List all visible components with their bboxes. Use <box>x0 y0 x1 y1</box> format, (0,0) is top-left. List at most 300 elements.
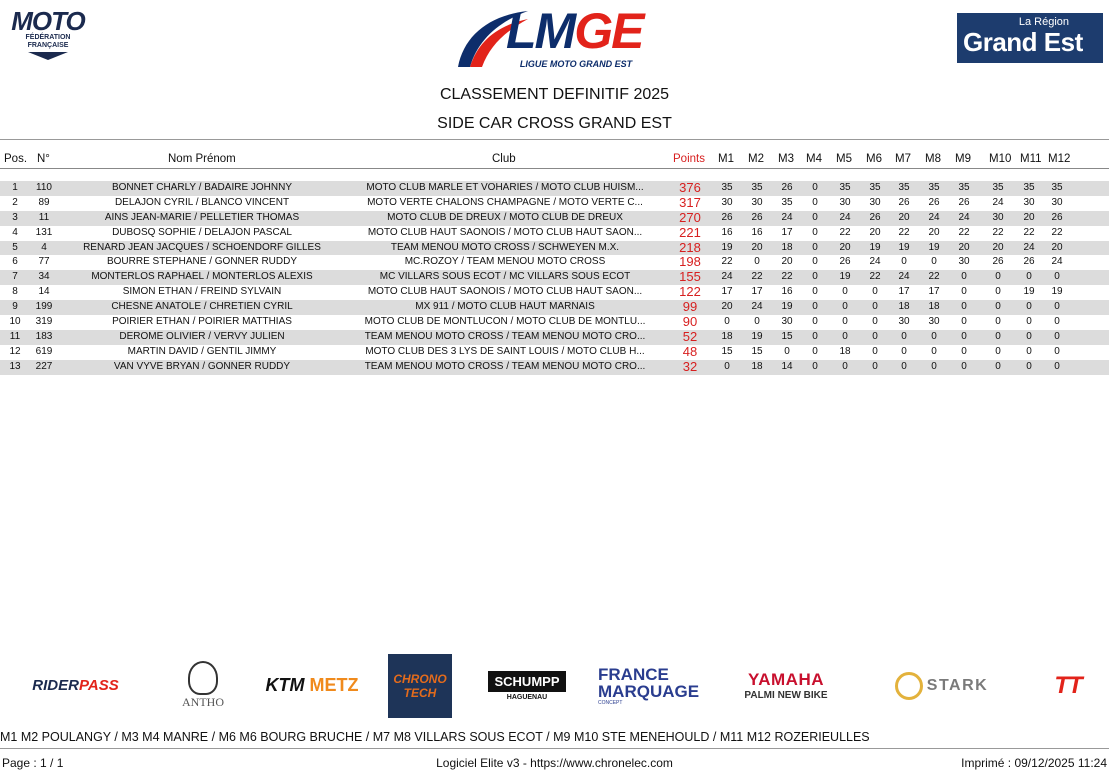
cell-round: 30 <box>1023 196 1035 208</box>
cell-round: 19 <box>839 271 851 283</box>
table-row <box>0 241 1109 256</box>
cell-round: 24 <box>958 211 970 223</box>
cell-pos: 6 <box>12 256 18 268</box>
table-row <box>0 360 1109 375</box>
cell-round: 0 <box>931 330 937 342</box>
cell-round: 0 <box>842 316 848 328</box>
cell-round: 24 <box>721 271 733 283</box>
region-grand-est-logo <box>957 13 1103 63</box>
table-row <box>0 181 1109 196</box>
cell-round: 0 <box>812 360 818 372</box>
col-points: Points <box>673 153 705 165</box>
cell-round: 18 <box>839 345 851 357</box>
col-round: M1 <box>718 153 734 165</box>
cell-round: 0 <box>872 316 878 328</box>
col-num: N° <box>37 153 50 165</box>
cell-points: 32 <box>682 358 698 374</box>
cell-round: 0 <box>961 316 967 328</box>
cell-round: 24 <box>1023 241 1035 253</box>
cell-name: CHESNE ANATOLE / CHRETIEN CYRIL <box>111 301 293 313</box>
cell-round: 26 <box>958 196 970 208</box>
cell-round: 22 <box>1051 226 1063 238</box>
table-row <box>0 211 1109 226</box>
cell-round: 0 <box>1054 271 1060 283</box>
cell-points: 198 <box>679 254 701 270</box>
cell-round: 26 <box>928 196 940 208</box>
col-round: M6 <box>866 153 882 165</box>
cell-num: 619 <box>35 345 53 357</box>
divider <box>0 139 1109 140</box>
col-round: M12 <box>1048 153 1071 165</box>
cell-round: 0 <box>812 330 818 342</box>
cell-round: 30 <box>751 196 763 208</box>
col-round: M4 <box>806 153 822 165</box>
col-round: M7 <box>895 153 911 165</box>
cell-round: 0 <box>901 345 907 357</box>
cell-round: 0 <box>1054 301 1060 313</box>
cell-points: 122 <box>679 284 701 300</box>
cell-round: 24 <box>898 271 910 283</box>
cell-round: 0 <box>812 211 818 223</box>
cell-round: 0 <box>961 360 967 372</box>
cell-round: 0 <box>812 271 818 283</box>
cell-round: 15 <box>721 345 733 357</box>
cell-round: 0 <box>1026 330 1032 342</box>
cell-round: 18 <box>751 360 763 372</box>
cell-name: RENARD JEAN JACQUES / SCHOENDORF GILLES <box>83 241 321 253</box>
fm-c: CONCEPT <box>598 699 623 706</box>
cell-club: MOTO CLUB DE DREUX / MOTO CLUB DE DREUX <box>387 211 623 223</box>
cell-club: MC.ROZOY / TEAM MENOU MOTO CROSS <box>404 256 606 268</box>
cell-round: 20 <box>1023 211 1035 223</box>
riderpass-b: PASS <box>78 677 119 694</box>
cell-round: 20 <box>751 241 763 253</box>
cell-round: 35 <box>839 182 851 193</box>
cell-round: 0 <box>961 271 967 283</box>
printed-date: Imprimé : 09/12/2025 11:24 <box>961 756 1107 770</box>
cell-round: 19 <box>1051 286 1063 298</box>
cell-round: 0 <box>812 316 818 328</box>
cell-pos: 7 <box>12 271 18 283</box>
cell-round: 20 <box>958 241 970 253</box>
cell-round: 0 <box>995 330 1001 342</box>
cell-name: BOURRE STEPHANE / GONNER RUDDY <box>106 256 298 268</box>
cell-round: 0 <box>1026 360 1032 372</box>
cell-pos: 5 <box>12 241 18 253</box>
antho-logo <box>168 648 238 723</box>
cell-round: 35 <box>1051 182 1063 193</box>
cell-round: 0 <box>931 360 937 372</box>
cell-round: 26 <box>721 211 733 223</box>
cell-points: 90 <box>682 314 698 330</box>
cell-round: 22 <box>721 256 733 268</box>
col-round: M5 <box>836 153 852 165</box>
cell-round: 0 <box>931 256 937 268</box>
cell-club: MOTO VERTE CHALONS CHAMPAGNE / MOTO VERTE C... <box>367 196 643 208</box>
riderpass-logo <box>18 648 133 723</box>
table-row <box>0 226 1109 241</box>
cell-round: 35 <box>928 182 940 193</box>
fm-a: FRANCE <box>598 664 669 684</box>
cell-round: 0 <box>901 330 907 342</box>
cell-points: 155 <box>679 269 701 285</box>
cell-num: 319 <box>35 316 53 328</box>
chrono-tech-logo <box>388 648 452 723</box>
ktm-logo <box>262 648 362 723</box>
table-row <box>0 345 1109 360</box>
cell-round: 35 <box>1023 182 1035 193</box>
cell-round: 0 <box>872 301 878 313</box>
col-round: M2 <box>748 153 764 165</box>
cell-round: 0 <box>812 301 818 313</box>
cell-name: DEROME OLIVIER / VERVY JULIEN <box>119 330 285 342</box>
cell-round: 30 <box>898 316 910 328</box>
cell-round: 26 <box>751 211 763 223</box>
cell-points: 317 <box>679 194 701 210</box>
cell-round: 30 <box>721 196 733 208</box>
software-credit: Logiciel Elite v3 - https://www.chronelec.com <box>436 756 673 770</box>
col-club: Club <box>492 153 516 165</box>
cell-round: 18 <box>721 330 733 342</box>
cell-round: 24 <box>992 196 1004 208</box>
cell-round: 0 <box>995 316 1001 328</box>
cell-round: 18 <box>928 301 940 313</box>
cell-name: BONNET CHARLY / BADAIRE JOHNNY <box>111 182 293 193</box>
cell-round: 0 <box>872 330 878 342</box>
cell-num: 89 <box>38 196 50 208</box>
cell-club: TEAM MENOU MOTO CROSS / SCHWEYEN M.X. <box>390 241 620 253</box>
cell-club: MC VILLARS SOUS ECOT / MC VILLARS SOUS ECOT <box>379 271 631 283</box>
cell-name: AINS JEAN-MARIE / PELLETIER THOMAS <box>104 211 300 223</box>
cell-name: VAN VYVE BRYAN / GONNER RUDDY <box>113 360 291 372</box>
cell-round: 35 <box>721 182 733 193</box>
cell-round: 0 <box>995 360 1001 372</box>
table-row <box>0 255 1109 270</box>
cell-round: 30 <box>781 316 793 328</box>
cell-points: 218 <box>679 239 701 255</box>
cell-round: 22 <box>839 226 851 238</box>
cell-round: 0 <box>842 330 848 342</box>
cell-round: 0 <box>1026 345 1032 357</box>
cell-round: 19 <box>1023 286 1035 298</box>
tt-text: TT <box>1054 671 1082 699</box>
col-pos: Pos. <box>4 153 28 165</box>
antho-text: ANTHO <box>182 695 224 709</box>
cell-round: 24 <box>751 301 763 313</box>
cell-round: 0 <box>724 360 730 372</box>
chevron-icon <box>28 52 68 60</box>
col-round: M11 <box>1020 153 1042 165</box>
stark-text: STARK <box>926 676 989 694</box>
cell-club: MOTO CLUB MARLE ET VOHARIES / MOTO CLUB HUISM... <box>366 182 644 193</box>
yamaha-a: YAMAHA <box>747 670 825 689</box>
cell-round: 17 <box>721 286 733 298</box>
cell-round: 24 <box>869 256 881 268</box>
cell-pos: 3 <box>12 211 18 223</box>
stark-logo <box>884 648 999 723</box>
moto-federation-logo <box>8 8 88 66</box>
cell-round: 0 <box>872 286 878 298</box>
cell-round: 26 <box>869 211 881 223</box>
cell-round: 26 <box>839 256 851 268</box>
cell-round: 0 <box>931 345 937 357</box>
cell-round: 14 <box>781 360 793 372</box>
cell-round: 22 <box>1023 226 1035 238</box>
cell-round: 22 <box>898 226 910 238</box>
cell-pos: 2 <box>12 196 18 208</box>
fm-b: MARQUAGE <box>598 681 700 701</box>
ring-icon <box>895 672 923 700</box>
cell-pos: 9 <box>12 301 18 313</box>
col-round: M8 <box>925 153 941 165</box>
yamaha-logo <box>736 648 836 723</box>
cell-round: 20 <box>721 301 733 313</box>
cell-round: 0 <box>872 345 878 357</box>
cell-num: 14 <box>38 286 50 298</box>
cell-round: 22 <box>781 271 793 283</box>
cell-round: 0 <box>995 271 1001 283</box>
cell-round: 0 <box>812 226 818 238</box>
cell-points: 221 <box>679 224 701 240</box>
sponsors-strip <box>0 648 1109 723</box>
cell-club: MX 911 / MOTO CLUB HAUT MARNAIS <box>415 301 595 313</box>
cell-round: 0 <box>1054 345 1060 357</box>
page-subtitle: SIDE CAR CROSS GRAND EST <box>437 115 672 132</box>
cell-round: 17 <box>898 286 910 298</box>
lmge-word-accent: GE <box>574 3 643 59</box>
cell-round: 0 <box>901 360 907 372</box>
cell-round: 0 <box>812 256 818 268</box>
cell-round: 0 <box>1026 301 1032 313</box>
cell-round: 0 <box>961 345 967 357</box>
cell-points: 270 <box>679 209 701 225</box>
col-name: Nom Prénom <box>168 153 236 165</box>
cell-round: 24 <box>1051 256 1063 268</box>
cell-num: 183 <box>35 330 53 342</box>
cell-round: 0 <box>754 256 760 268</box>
cell-round: 22 <box>928 271 940 283</box>
cell-round: 19 <box>751 330 763 342</box>
cell-round: 0 <box>1054 360 1060 372</box>
cell-num: 199 <box>35 301 53 313</box>
cell-round: 19 <box>781 301 793 313</box>
schumpp-b: HAGUENAU <box>506 693 548 701</box>
cell-round: 30 <box>869 196 881 208</box>
cell-round: 20 <box>928 226 940 238</box>
cell-name: SIMON ETHAN / FREIND SYLVAIN <box>122 286 282 298</box>
rounds-venues: M1 M2 POULANGY / M3 M4 MANRE / M6 M6 BOURG BRUCHE / M7 M8 VILLARS SOUS ECOT / M9 M10 STE MENEHOULD / M11 M12 ROZERIEULLES <box>0 730 870 744</box>
cell-name: MARTIN DAVID / GENTIL JIMMY <box>127 345 277 357</box>
table-row <box>0 196 1109 211</box>
cell-round: 0 <box>812 345 818 357</box>
lmge-logo <box>450 5 662 75</box>
moto-logo-sub: FÉDÉRATION FRANÇAISE <box>25 34 71 49</box>
cell-round: 0 <box>995 301 1001 313</box>
region-line1: La Région <box>1018 16 1069 28</box>
cell-round: 20 <box>839 241 851 253</box>
cell-round: 26 <box>1023 256 1035 268</box>
cell-pos: 8 <box>12 286 18 298</box>
results-table <box>0 181 1109 375</box>
cell-club: MOTO CLUB HAUT SAONOIS / MOTO CLUB HAUT SAON... <box>367 286 643 298</box>
table-row <box>0 300 1109 315</box>
cell-round: 20 <box>869 226 881 238</box>
cell-club: MOTO CLUB HAUT SAONOIS / MOTO CLUB HAUT SAON... <box>367 226 643 238</box>
cell-round: 18 <box>898 301 910 313</box>
col-round: M10 <box>989 153 1012 165</box>
cell-round: 0 <box>1026 271 1032 283</box>
cell-round: 17 <box>928 286 940 298</box>
cell-round: 0 <box>995 286 1001 298</box>
cell-pos: 1 <box>12 182 18 193</box>
cell-club: TEAM MENOU MOTO CROSS / TEAM MENOU MOTO CRO... <box>364 360 646 372</box>
cell-pos: 10 <box>9 316 21 328</box>
table-row <box>0 315 1109 330</box>
cell-num: 227 <box>35 360 53 372</box>
region-line2: Grand Est <box>963 27 1083 57</box>
cell-round: 26 <box>992 256 1004 268</box>
cell-name: POIRIER ETHAN / POIRIER MATTHIAS <box>112 316 292 328</box>
col-round: M3 <box>778 153 794 165</box>
cell-round: 20 <box>992 241 1004 253</box>
ktm-a: KTM <box>265 675 305 695</box>
cell-round: 0 <box>724 316 730 328</box>
cell-name: DELAJON CYRIL / BLANCO VINCENT <box>114 196 290 208</box>
cell-num: 110 <box>36 182 52 193</box>
moto-logo-word: MOTO <box>11 6 85 36</box>
divider <box>0 748 1109 749</box>
cell-pos: 4 <box>12 226 18 238</box>
cell-round: 26 <box>1051 211 1063 223</box>
cell-round: 17 <box>781 226 793 238</box>
cell-num: 77 <box>38 256 50 268</box>
cell-club: MOTO CLUB DES 3 LYS DE SAINT LOUIS / MOTO CLUB H... <box>365 345 645 357</box>
cell-round: 30 <box>928 316 940 328</box>
cell-round: 0 <box>842 360 848 372</box>
cell-round: 26 <box>898 196 910 208</box>
cell-round: 35 <box>992 182 1004 193</box>
table-header <box>0 153 1109 167</box>
cell-name: MONTERLOS RAPHAEL / MONTERLOS ALEXIS <box>91 271 313 283</box>
cell-round: 0 <box>784 345 790 357</box>
cell-round: 17 <box>751 286 763 298</box>
cell-round: 35 <box>958 182 970 193</box>
lmge-tagline: LIGUE MOTO GRAND EST <box>519 59 633 69</box>
cell-round: 20 <box>898 211 910 223</box>
table-row <box>0 330 1109 345</box>
cell-round: 16 <box>781 286 793 298</box>
cell-round: 26 <box>781 182 793 193</box>
cell-round: 30 <box>1051 196 1063 208</box>
cell-round: 19 <box>721 241 733 253</box>
ktm-b: METZ <box>309 675 359 695</box>
cell-points: 48 <box>682 343 698 359</box>
cell-round: 35 <box>781 196 793 208</box>
cell-round: 0 <box>842 301 848 313</box>
col-round: M9 <box>955 153 971 165</box>
schumpp-a: SCHUMPP <box>488 671 565 692</box>
cell-round: 19 <box>898 241 910 253</box>
cell-num: 34 <box>38 271 50 283</box>
cell-club: MOTO CLUB DE MONTLUCON / MOTO CLUB DE MONTLU... <box>364 316 646 328</box>
cell-round: 19 <box>869 241 881 253</box>
cell-round: 24 <box>839 211 851 223</box>
cell-pos: 13 <box>9 360 21 372</box>
cell-round: 0 <box>754 316 760 328</box>
tt-motors-logo <box>1030 648 1106 723</box>
france-marquage-logo <box>598 648 698 723</box>
page-title: CLASSEMENT DEFINITIF 2025 <box>439 86 670 103</box>
cell-club: TEAM MENOU MOTO CROSS / TEAM MENOU MOTO CRO... <box>364 330 646 342</box>
cell-round: 20 <box>781 256 793 268</box>
chrono-text: CHRONO TECH <box>388 654 452 718</box>
cell-round: 16 <box>751 226 763 238</box>
cell-round: 35 <box>751 182 763 193</box>
cell-pos: 11 <box>9 330 21 342</box>
cell-round: 0 <box>961 301 967 313</box>
cell-round: 30 <box>958 256 970 268</box>
lmge-word-main: LM <box>506 3 575 59</box>
cell-pos: 12 <box>9 345 21 357</box>
table-row <box>0 285 1109 300</box>
cell-round: 22 <box>751 271 763 283</box>
cell-num: 11 <box>38 211 50 223</box>
cell-round: 20 <box>1051 241 1063 253</box>
cell-points: 376 <box>679 180 701 195</box>
cell-round: 0 <box>842 286 848 298</box>
cell-round: 0 <box>1054 330 1060 342</box>
cell-round: 0 <box>995 345 1001 357</box>
cell-round: 35 <box>898 182 910 193</box>
lmge-wordmark <box>506 5 642 57</box>
cell-points: 99 <box>682 299 698 315</box>
cell-round: 0 <box>1026 316 1032 328</box>
cell-round: 19 <box>928 241 940 253</box>
cell-num: 131 <box>35 226 53 238</box>
cell-points: 52 <box>682 328 698 344</box>
cell-round: 30 <box>992 211 1004 223</box>
cell-round: 0 <box>812 286 818 298</box>
cell-round: 0 <box>872 360 878 372</box>
riderpass-a: RIDER <box>32 677 79 694</box>
cell-round: 35 <box>869 182 881 193</box>
cell-round: 0 <box>812 196 818 208</box>
cell-round: 30 <box>839 196 851 208</box>
cell-round: 22 <box>992 226 1004 238</box>
cell-round: 0 <box>1054 316 1060 328</box>
page-number: Page : 1 / 1 <box>2 756 64 770</box>
cell-round: 0 <box>812 241 818 253</box>
cell-round: 24 <box>928 211 940 223</box>
cell-round: 22 <box>869 271 881 283</box>
cell-round: 0 <box>812 182 818 193</box>
cell-round: 15 <box>781 330 793 342</box>
cell-round: 18 <box>781 241 793 253</box>
cell-round: 0 <box>961 330 967 342</box>
cell-round: 0 <box>901 256 907 268</box>
table-row <box>0 270 1109 285</box>
cell-round: 22 <box>958 226 970 238</box>
cell-round: 15 <box>751 345 763 357</box>
cell-name: DUBOSQ SOPHIE / DELAJON PASCAL <box>112 226 292 238</box>
cell-round: 0 <box>961 286 967 298</box>
schumpp-logo <box>486 648 568 723</box>
cell-round: 16 <box>721 226 733 238</box>
goat-icon <box>188 661 218 695</box>
yamaha-b: PALMI NEW BIKE <box>744 690 828 701</box>
cell-round: 24 <box>781 211 793 223</box>
cell-num: 4 <box>41 241 47 253</box>
